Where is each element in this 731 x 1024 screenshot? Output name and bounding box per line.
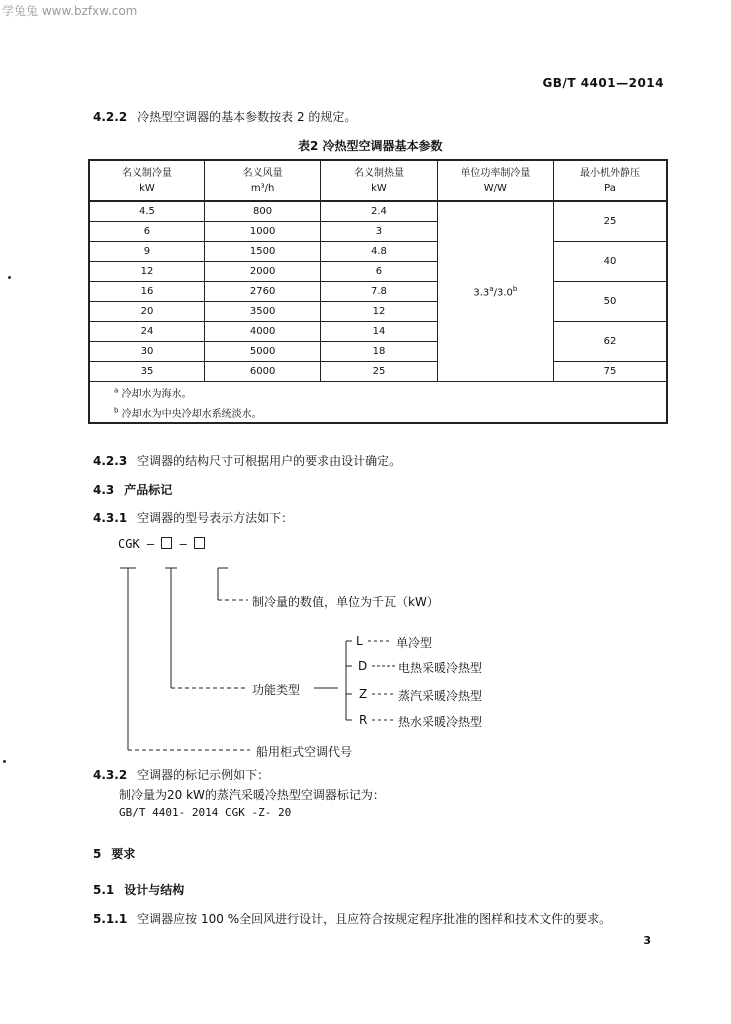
cell-air: 4000 — [204, 322, 320, 342]
header-air-volume: 名义风量 m³/h — [204, 160, 320, 201]
cell-heating: 25 — [321, 362, 437, 382]
cell-heating: 3 — [321, 222, 437, 242]
cell-cooling: 6 — [89, 222, 204, 242]
type-desc: 电热采暖冷热型 — [398, 661, 483, 675]
scan-speck — [8, 276, 11, 279]
clause-5-1-1 — [93, 910, 611, 927]
cell-heating: 7.8 — [321, 282, 437, 302]
scan-speck — [3, 760, 6, 763]
clause-text: 空调器的标记示例如下： — [137, 768, 270, 782]
clause-number: 4.3.2 — [93, 768, 128, 782]
cell-heating: 12 — [321, 302, 437, 322]
cell-pressure: 50 — [554, 282, 667, 322]
clause-5-1 — [93, 881, 184, 898]
cell-air: 1000 — [204, 222, 320, 242]
header-eer: 单位功率制冷量 W/W — [437, 160, 553, 201]
marine-code-label: 船用柜式空调代号 — [256, 745, 353, 759]
example-description: 制冷量为20 kW的蒸汽采暖冷热型空调器标记为： — [119, 788, 385, 802]
cell-pressure: 25 — [554, 201, 667, 242]
table-caption: 表2 冷热型空调器基本参数 — [298, 139, 443, 153]
cell-cooling: 24 — [89, 322, 204, 342]
table-footnote: $^a$ 冷却水为海水。 — [89, 382, 667, 403]
clause-text: 空调器的结构尺寸可根据用户的要求由设计确定。 — [137, 454, 402, 468]
cell-air: 1500 — [204, 242, 320, 262]
clause-number: 5.1 — [93, 883, 115, 897]
cell-heating: 14 — [321, 322, 437, 342]
clause-5 — [93, 845, 135, 862]
cell-air: 6000 — [204, 362, 320, 382]
cell-cooling: 9 — [89, 242, 204, 262]
example-code: GB/T 4401- 2014 CGK -Z- 20 — [119, 806, 292, 819]
page-number: 3 — [643, 934, 651, 947]
cell-eer: 3.3$^a$/3.0$^b$ — [437, 201, 553, 382]
clause-4-3-2 — [93, 766, 269, 783]
type-desc: 蒸汽采暖冷热型 — [398, 689, 483, 703]
header-heating-capacity: 名义制热量 kW — [321, 160, 437, 201]
clause-number: 4.2.3 — [93, 454, 128, 468]
cell-heating: 6 — [321, 262, 437, 282]
function-type-label: 功能类型 — [252, 683, 301, 697]
cell-heating: 2.4 — [321, 201, 437, 222]
cell-cooling: 20 — [89, 302, 204, 322]
watermark: 学兔兔 www.bzfxw.com — [2, 4, 138, 18]
table-footnote: $^b$ 冷却水为中央冷却水系统淡水。 — [89, 402, 667, 423]
cell-cooling: 35 — [89, 362, 204, 382]
cell-cooling: 4.5 — [89, 201, 204, 222]
type-code: R — [359, 713, 368, 727]
clause-text: 产品标记 — [124, 483, 173, 497]
cell-cooling: 16 — [89, 282, 204, 302]
cell-air: 5000 — [204, 342, 320, 362]
header-cooling-capacity: 名义制冷量 kW — [89, 160, 204, 201]
cell-cooling: 30 — [89, 342, 204, 362]
type-desc: 单冷型 — [396, 636, 433, 650]
cell-pressure: 75 — [554, 362, 667, 382]
cell-heating: 18 — [321, 342, 437, 362]
cell-air: 800 — [204, 201, 320, 222]
clause-text: 空调器的型号表示方法如下： — [137, 511, 294, 525]
clause-text: 空调器应按 100 %全回风进行设计，且应符合按规定程序批准的图样和技术文件的要求。 — [137, 912, 612, 926]
standard-number-header: GB/T 4401—2014 — [542, 76, 664, 90]
type-code: D — [358, 659, 368, 673]
capacity-label: 制冷量的数值，单位为千瓦（kW） — [252, 595, 439, 609]
header-static-pressure: 最小机外静压 Pa — [554, 160, 667, 201]
cell-air: 2000 — [204, 262, 320, 282]
cell-air: 2760 — [204, 282, 320, 302]
model-code-template: CGK — — — [118, 537, 205, 551]
clause-number: 4.3 — [93, 483, 115, 497]
cell-heating: 4.8 — [321, 242, 437, 262]
type-code: Z — [359, 687, 368, 701]
clause-number: 5 — [93, 847, 102, 861]
clause-number: 4.2.2 — [93, 110, 128, 124]
type-desc: 热水采暖冷热型 — [398, 715, 483, 729]
type-code: L — [356, 634, 363, 648]
clause-text: 冷热型空调器的基本参数按表 2 的规定。 — [137, 110, 357, 124]
cell-pressure: 40 — [554, 242, 667, 282]
cell-air: 3500 — [204, 302, 320, 322]
clause-text: 要求 — [111, 847, 136, 861]
clause-text: 设计与结构 — [124, 883, 185, 897]
cell-pressure: 62 — [554, 322, 667, 362]
clause-number: 5.1.1 — [93, 912, 128, 926]
clause-number: 4.3.1 — [93, 511, 128, 525]
cell-cooling: 12 — [89, 262, 204, 282]
